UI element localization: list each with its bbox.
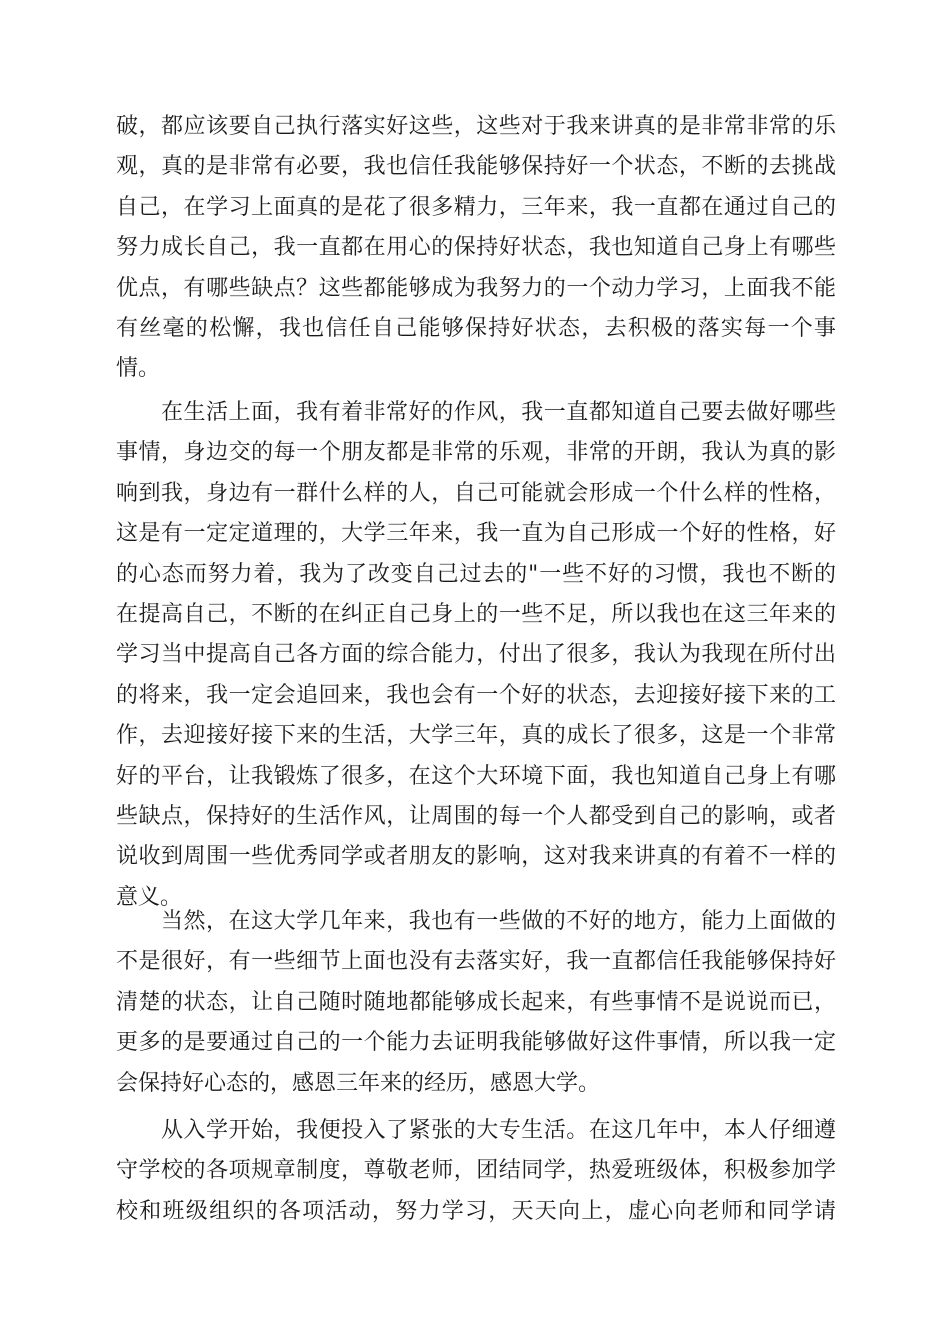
- paragraph-line: 不是很好，有一些细节上面也没有去落实好，我一直都信任我能够保持好: [116, 949, 836, 975]
- paragraph-2: [116, 393, 836, 918]
- paragraph-line: 观，真的是非常有必要，我也信任我能够保持好一个状态，不断的去挑战: [116, 154, 836, 180]
- paragraph-line: 意义。: [116, 884, 183, 910]
- paragraph-line: 学习当中提高自己各方面的综合能力，付出了很多，我认为我现在所付出: [116, 642, 836, 668]
- paragraph-line: 会保持好心态的，感恩三年来的经历，感恩大学。: [116, 1070, 601, 1096]
- paragraph-line: 从入学开始，我便投入了紧张的大专生活。在这几年中，本人仔细遵: [161, 1118, 836, 1143]
- paragraph-line: 破，都应该要自己执行落实好这些，这些对于我来讲真的是非常非常的乐: [116, 114, 836, 139]
- paragraph-line: 的将来，我一定会追回来，我也会有一个好的状态，去迎接好接下来的工: [116, 682, 836, 708]
- paragraph-line: 在生活上面，我有着非常好的作风，我一直都知道自己要去做好哪些: [161, 400, 836, 425]
- paragraph-line: 守学校的各项规章制度，尊敬老师，团结同学，热爱班级体，积极参加学: [116, 1158, 836, 1184]
- paragraph-line: 自己，在学习上面真的是花了很多精力，三年来，我一直都在通过自己的: [116, 194, 836, 220]
- paragraph-line: 说收到周围一些优秀同学或者朋友的影响，这对我来讲真的有着不一样的: [116, 844, 836, 870]
- paragraph-4: [116, 1111, 836, 1232]
- paragraph-line: 当然，在这大学几年来，我也有一些做的不好的地方，能力上面做的: [161, 909, 836, 934]
- paragraph-1: [116, 107, 836, 390]
- paragraph-line: 清楚的状态，让自己随时随地都能够成长起来，有些事情不是说说而已，: [116, 989, 836, 1015]
- paragraph-line: 响到我，身边有一群什么样的人，自己可能就会形成一个什么样的性格，: [116, 480, 836, 506]
- paragraph-line: 的心态而努力着，我为了改变自己过去的"一些不好的习惯，我也不断的: [116, 561, 836, 587]
- paragraph-line: 这是有一定定道理的，大学三年来，我一直为自己形成一个好的性格，好: [116, 521, 836, 547]
- paragraph-line: 作，去迎接好接下来的生活，大学三年，真的成长了很多，这是一个非常: [116, 723, 836, 749]
- paragraph-line: 些缺点，保持好的生活作风，让周围的每一个人都受到自己的影响，或者: [116, 803, 836, 829]
- paragraph-line: 好的平台，让我锻炼了很多，在这个大环境下面，我也知道自己身上有哪: [116, 763, 836, 789]
- paragraph-line: 校和班级组织的各项活动，努力学习，天天向上，虚心向老师和同学请: [116, 1198, 836, 1224]
- paragraph-line: 更多的是要通过自己的一个能力去证明我能够做好这件事情，所以我一定: [116, 1030, 836, 1056]
- paragraph-line: 有丝毫的松懈，我也信任自己能够保持好状态，去积极的落实每一个事: [116, 315, 836, 341]
- paragraph-line: 在提高自己，不断的在纠正自己身上的一些不足，所以我也在这三年来的: [116, 601, 836, 627]
- paragraph-3: [116, 902, 836, 1104]
- paragraph-line: 努力成长自己，我一直都在用心的保持好状态，我也知道自己身上有哪些: [116, 235, 836, 261]
- paragraph-line: 事情，身边交的每一个朋友都是非常的乐观，非常的开朗，我认为真的影: [116, 440, 836, 466]
- paragraph-line: 情。: [116, 356, 161, 382]
- paragraph-line: 优点，有哪些缺点？这些都能够成为我努力的一个动力学习，上面我不能: [116, 275, 836, 301]
